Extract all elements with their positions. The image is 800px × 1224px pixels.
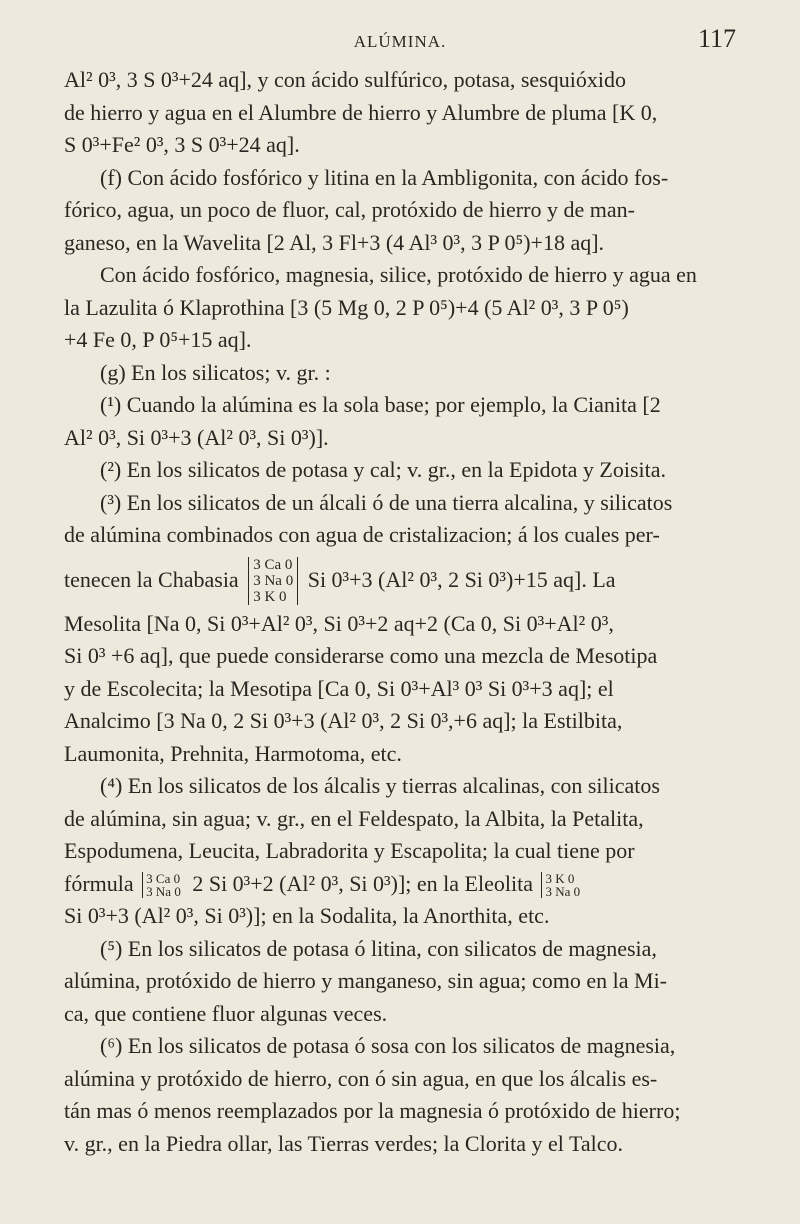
text-line: y de Escolecita; la Mesotipa [Ca 0, Si 0³+Al³ 0³ Si 0³+3 aq]; el: [64, 675, 614, 701]
text-line: ganeso, en la Wavelita [2 Al, 3 Fl+3 (4 Al³ 0³, 3 P 0⁵)+18 aq].: [64, 229, 605, 255]
text-line: Si 0³ +6 aq], que puede considerarse como una mezcla de Mesotipa: [64, 643, 658, 668]
text-line: la Lazulita ó Klaprothina [3 (5 Mg 0, 2 P 0⁵)+4 (5 Al² 0³, 3 P 0⁵): [64, 294, 629, 320]
formula-brace: [142, 872, 184, 898]
formula-middle: 2 Si 0³+2 (Al² 0³, Si 0³)]; en la Eleolita: [192, 870, 533, 896]
formula-suffix: Si 0³+3 (Al² 0³, 2 Si 0³)+15 aq]. La: [307, 566, 616, 592]
brace-row: 3 Ca 0: [146, 871, 181, 887]
brace-row: 3 K 0: [253, 589, 287, 606]
text-line: (²) En los silicatos de potasa y cal; v. gr., en la Epidota y Zoisita.: [100, 457, 667, 482]
text-line: v. gr., en la Piedra ollar, las Tierras verdes; la Clorita y el Talco.: [64, 1130, 624, 1156]
text-line: Con ácido fosfórico, magnesia, silice, protóxido de hierro y agua en: [100, 262, 697, 287]
text-line: (⁴) En los silicatos de los álcalis y tierras alcalinas, con silicatos: [100, 773, 660, 798]
chabasia-formula-line: [64, 552, 740, 608]
text-line: +4 Fe 0, P 0⁵+15 aq].: [64, 327, 252, 352]
text-line: (⁵) En los silicatos de potasa ó litina, con silicatos de magnesia,: [100, 935, 657, 961]
text-line: Al² 0³, 3 S 0³+24 aq], y con ácido sulfúrico, potasa, sesquióxido: [64, 67, 626, 92]
body-text: [64, 64, 740, 1160]
running-title: ALÚMINA.: [353, 32, 447, 51]
formula-label: fórmula: [64, 870, 134, 896]
text-line: Si 0³+3 (Al² 0³, Si 0³)]; en la Sodalita, la Anorthita, etc.: [64, 903, 550, 928]
page-header: [64, 18, 736, 54]
formula-line: [64, 868, 740, 901]
brace-row: 3 Na 0: [545, 884, 581, 900]
text-line: (³) En los silicatos de un álcali ó de una tierra alcalina, y silicatos: [100, 489, 673, 515]
page-number: 117: [697, 24, 736, 53]
text-line: (g) En los silicatos; v. gr. :: [100, 359, 331, 385]
text-line: alúmina, protóxido de hierro y manganeso, sin agua; como en la Mi-: [64, 968, 668, 993]
brace-row: 3 Na 0: [146, 884, 181, 900]
text-line: (f) Con ácido fosfórico y litina en la Ambligonita, con ácido fos-: [100, 164, 669, 190]
text-line: tán mas ó menos reemplazados por la magnesia ó protóxido de hierro;: [64, 1098, 681, 1123]
text-line: Espodumena, Leucita, Labradorita y Escapolita; la cual tiene por: [64, 838, 635, 863]
text-line: Mesolita [Na 0, Si 0³+Al² 0³, Si 0³+2 aq+2 (Ca 0, Si 0³+Al² 0³,: [64, 610, 614, 636]
brace-row: 3 K 0: [545, 871, 575, 887]
formula-brace: [248, 557, 298, 605]
text-line: S 0³+Fe² 0³, 3 S 0³+24 aq].: [64, 132, 300, 157]
text-line: Laumonita, Prehnita, Harmotoma, etc.: [64, 740, 402, 766]
text-line: ca, que contiene fluor algunas veces.: [64, 1000, 388, 1026]
brace-row: 3 Ca 0: [253, 557, 293, 574]
text-line: Analcimo [3 Na 0, 2 Si 0³+3 (Al² 0³, 2 Si 0³,+6 aq]; la Estilbita,: [64, 708, 623, 733]
text-line: (⁶) En los silicatos de potasa ó sosa con los silicatos de magnesia,: [100, 1033, 676, 1058]
text-line: Al² 0³, Si 0³+3 (Al² 0³, Si 0³)].: [64, 424, 329, 450]
text-line: de alúmina combinados con agua de cristalizacion; á los cuales per-: [64, 522, 660, 547]
text-line: de hierro y agua en el Alumbre de hierro y Alumbre de pluma [K 0,: [64, 99, 658, 125]
text-line: de alúmina, sin agua; v. gr., en el Feldespato, la Albita, la Petalita,: [64, 805, 644, 831]
formula-prefix: tenecen la Chabasia: [64, 566, 239, 592]
text-line: fórico, agua, un poco de fluor, cal, protóxido de hierro y de man-: [64, 197, 635, 222]
brace-row: 3 Na 0: [253, 573, 294, 590]
text-line: alúmina y protóxido de hierro, con ó sin agua, en que los álcalis es-: [64, 1065, 658, 1091]
formula-brace: [541, 872, 583, 898]
text-line: (¹) Cuando la alúmina es la sola base; por ejemplo, la Cianita [2: [100, 392, 661, 417]
